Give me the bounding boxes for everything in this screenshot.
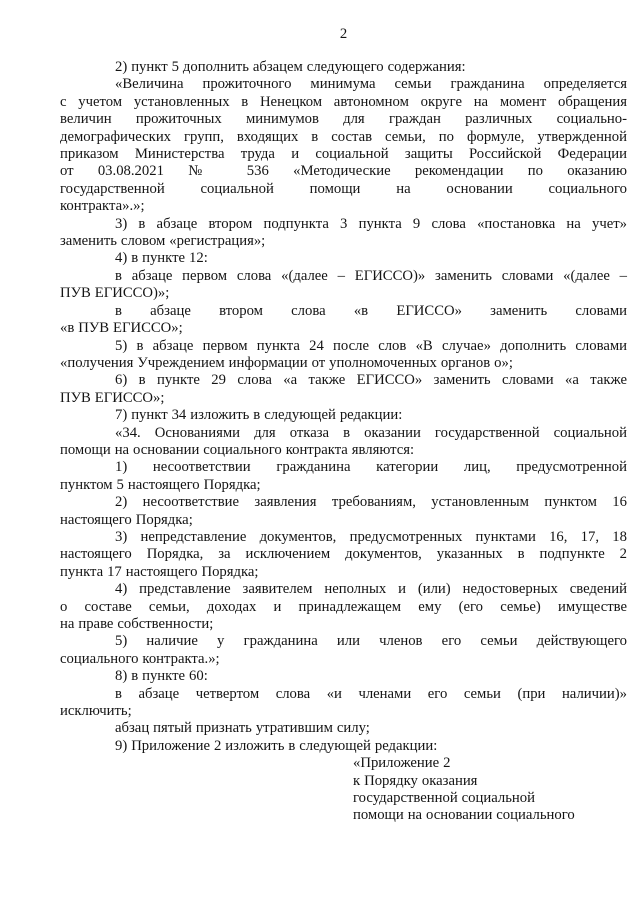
paragraph <box>60 407 627 424</box>
text-line: от 03.08.2021 № 536 «Методические рекомендации по оказанию <box>60 163 627 180</box>
paragraph <box>60 494 627 529</box>
text-line: величин прожиточных минимумов для граждан различных социально- <box>60 111 627 128</box>
text-line: демографических групп, входящих в состав семьи, по формуле, утвержденной <box>60 128 627 145</box>
paragraph <box>60 425 627 460</box>
text-line: «в ПУВ ЕГИССО»; <box>60 320 183 337</box>
text-line: «получения Учреждением информации от уполномоченных органов о»; <box>60 354 513 371</box>
appendix-line: государственной социальной <box>353 790 535 807</box>
text-line: настоящего Порядка, за исключением документов, указанных в подпункте 2 <box>60 546 627 563</box>
text-line: ПУВ ЕГИССО»; <box>60 389 165 406</box>
paragraph <box>60 529 627 581</box>
paragraph <box>60 633 627 668</box>
text-line: 5) в абзаце первом пункта 24 после слов «В случае» дополнить словами <box>115 337 627 354</box>
paragraph <box>60 338 627 373</box>
paragraph <box>60 686 627 721</box>
text-line: в абзаце втором слова «в ЕГИССО» заменить словами <box>115 302 627 319</box>
text-line: 9) Приложение 2 изложить в следующей редакции: <box>115 737 438 754</box>
text-line: в абзаце четвертом слова «и членами его семьи (при наличии)» <box>115 685 627 702</box>
text-line: настоящего Порядка; <box>60 511 193 528</box>
text-line: 3) непредставление документов, предусмотренных пунктами 16, 17, 18 <box>115 528 627 545</box>
text-line: 4) в пункте 12: <box>115 250 208 267</box>
text-line: о составе семьи, доходах и принадлежащем ему (его семье) имуществе <box>60 598 627 615</box>
paragraph <box>60 668 627 685</box>
text-line: 4) представление заявителем неполных и (или) недостоверных сведений <box>115 581 627 598</box>
text-line: государственной социальной помощи на основании социального <box>60 180 627 197</box>
text-line: 2) пункт 5 дополнить абзацем следующего содержания: <box>115 59 466 75</box>
text-line: «34. Основаниями для отказа в оказании государственной социальной <box>115 424 627 441</box>
page-number: 2 <box>339 26 348 42</box>
paragraph <box>60 59 627 76</box>
text-line: 7) пункт 34 изложить в следующей редакции: <box>115 407 403 424</box>
text-line: в абзаце первом слова «(далее – ЕГИССО)» заменить словами «(далее – <box>115 267 627 284</box>
text-line: на праве собственности; <box>60 616 214 632</box>
paragraph <box>60 720 627 737</box>
paragraph <box>60 268 627 303</box>
document-body <box>60 59 627 755</box>
text-line: 8) в пункте 60: <box>115 668 208 685</box>
text-line: контракта».»; <box>60 198 145 215</box>
paragraph <box>60 250 627 267</box>
text-line: ПУВ ЕГИССО)»; <box>60 285 170 302</box>
appendix-reference-block <box>353 755 627 825</box>
text-line: пунктом 5 настоящего Порядка; <box>60 476 261 493</box>
text-line: 6) в пункте 29 слова «а также ЕГИССО» заменить словами «а также <box>115 372 627 389</box>
text-line: 5) наличие у гражданина или членов его семьи действующего <box>115 633 627 650</box>
page-content <box>60 26 627 825</box>
paragraph <box>60 303 627 338</box>
appendix-line: помощи на основании социального <box>353 807 575 824</box>
text-line: помощи на основании социального контракта являются: <box>60 441 415 458</box>
text-line: социального контракта.»; <box>60 650 220 667</box>
text-line: 3) в абзаце втором подпункта 3 пункта 9 слова «постановка на учет» <box>115 215 627 232</box>
text-line: 2) несоответствие заявления требованиям, установленным пунктом 16 <box>115 494 627 511</box>
text-line: с учетом установленных в Ненецком автономном округе на момент обращения <box>60 93 627 110</box>
text-line: исключить; <box>60 703 132 720</box>
paragraph <box>60 76 627 215</box>
appendix-line: «Приложение 2 <box>353 755 451 772</box>
paragraph <box>60 581 627 633</box>
text-line: абзац пятый признать утратившим силу; <box>115 720 370 737</box>
text-line: «Величина прожиточного минимума семьи гражданина определяется <box>115 76 627 93</box>
appendix-line: к Порядку оказания <box>353 772 478 789</box>
paragraph <box>60 216 627 251</box>
text-line: заменить словом «регистрация»; <box>60 233 266 250</box>
text-line: 1) несоответствии гражданина категории лиц, предусмотренной <box>115 459 627 476</box>
text-line: пункта 17 настоящего Порядка; <box>60 563 259 580</box>
paragraph <box>60 738 627 755</box>
text-line: приказом Министерства труда и социальной защиты Российской Федерации <box>60 146 627 163</box>
paragraph <box>60 459 627 494</box>
paragraph <box>60 372 627 407</box>
